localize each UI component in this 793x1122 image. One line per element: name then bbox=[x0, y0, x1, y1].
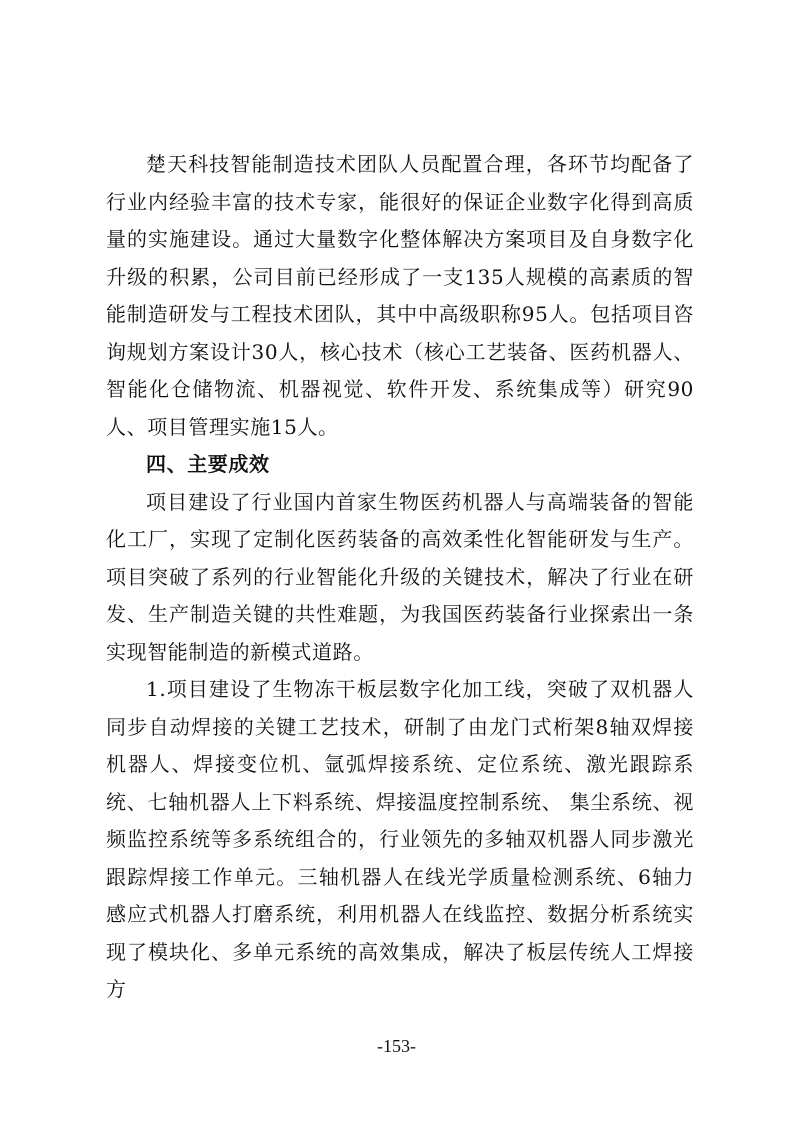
page-number: -153- bbox=[377, 1036, 416, 1056]
body-text bbox=[106, 146, 694, 1009]
paragraph-item-1: 1.项目建设了生物冻干板层数字化加工线，突破了双机器人同步自动焊接的关键工艺技术，研制了由龙门式桁架8轴双焊接机器人、焊接变位机、氩弧焊接系统、定位系统、激光跟踪系统、七轴机器人上下料系统、焊接温度控制系统、 集尘系统、视频监控系统等多系统组合的，行业领先的多轴双机器人同步激光跟踪焊接工作单元。三轴机器人在线光学质量检测系统、6轴力感应式机器人打磨系统，利用机器人在线监控、数据分析系统实现了模块化、多单元系统的高效集成，解决了板层传统人工焊接方 bbox=[106, 677, 694, 1001]
paragraph-results-intro: 项目建设了行业国内首家生物医药机器人与高端装备的智能化工厂，实现了定制化医药装备的高效柔性化智能研发与生产。项目突破了系列的行业智能化升级的关键技术，解决了行业在研发、生产制造关键的共性难题，为我国医药装备行业探索出一条实现智能制造的新模式道路。 bbox=[106, 489, 694, 664]
paragraph-team: 楚天科技智能制造技术团队人员配置合理，各环节均配备了行业内经验丰富的技术专家，能很好的保证企业数字化得到高质量的实施建设。通过大量数字化整体解决方案项目及自身数字化升级的积累，公司目前已经形成了一支135人规模的高素质的智能制造研发与工程技术团队，其中中高级职称95人。包括项目咨询规划方案设计30人，核心技术（核心工艺装备、医药机器人、智能化仓储物流、机器视觉、软件开发、系统集成等）研究90人、项目管理实施15人。 bbox=[106, 152, 694, 439]
section-heading-main-results: 四、主要成效 bbox=[146, 452, 270, 476]
